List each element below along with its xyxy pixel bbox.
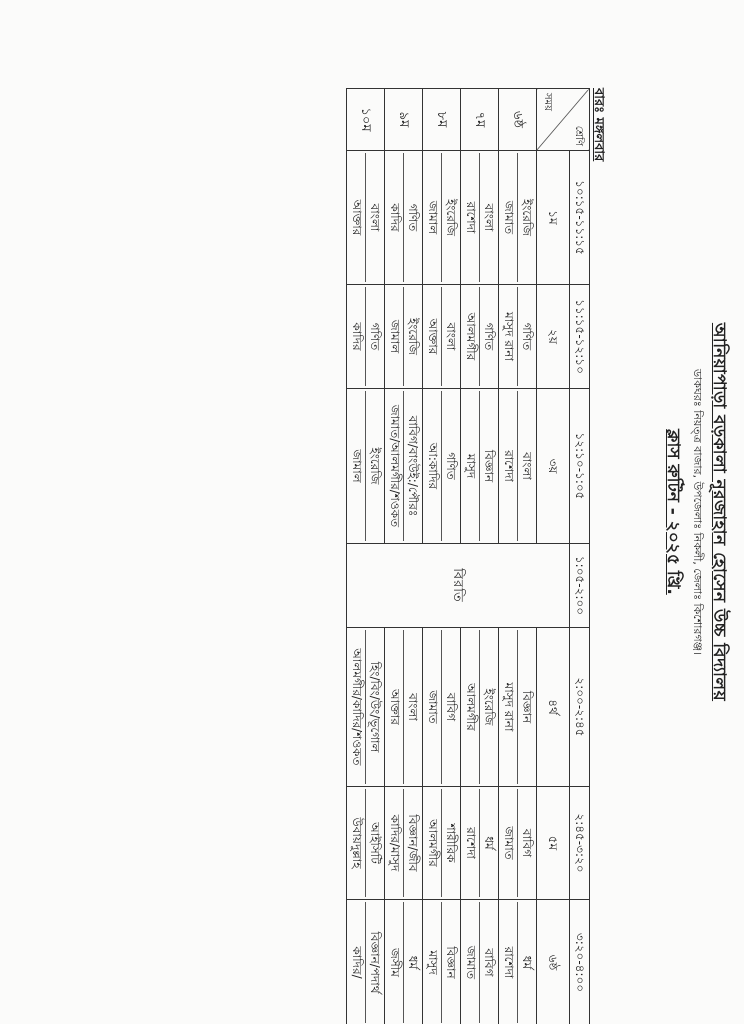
subject: ইংরেজি	[444, 199, 458, 236]
subject: বিজ্ঞান	[444, 946, 458, 979]
routine-cell	[461, 628, 499, 787]
routine-cell	[499, 285, 537, 389]
routine-cell	[347, 285, 385, 389]
routine-cell	[499, 787, 537, 900]
routine-cell	[423, 285, 461, 389]
teacher: আলমগীর/কাদির/শওকত	[348, 630, 366, 784]
teacher: রাশেদা	[462, 789, 480, 897]
period-header: ৬ষ্ঠ	[537, 900, 570, 1024]
subject: বিজ্ঞান	[482, 449, 496, 483]
routine-cell	[499, 151, 537, 285]
teacher: জামাত/আলমগীর/শওকত	[386, 391, 404, 541]
corner-class-label: শ্রেণি	[573, 125, 584, 146]
period-header: ৫ম	[537, 787, 570, 900]
routine-cell	[423, 151, 461, 285]
teacher: আক্তার	[424, 287, 442, 386]
class-label: ৭ম	[461, 89, 499, 151]
time-header: ২:০০-২:৪৫	[570, 628, 590, 787]
teacher: আক্তার	[386, 630, 404, 784]
teacher: আলমগীর	[462, 287, 480, 386]
period-header: ৪র্থ	[537, 628, 570, 787]
routine-title: ক্লাস রুটিন - ২০২৫ খ্রি.	[663, 429, 683, 595]
subject: ইংরেজি	[520, 199, 534, 236]
routine-cell	[461, 900, 499, 1024]
time-header: ২:৪৫-৩:২০	[570, 787, 590, 900]
teacher: জামাল	[386, 287, 404, 386]
routine-cell	[499, 628, 537, 787]
day-label: বারঃ মঙ্গলবার	[591, 88, 606, 162]
subject: হিং/বিং/উং/ভূগোল	[368, 661, 382, 753]
corner-time-label: সময়	[542, 93, 553, 112]
routine-cell	[385, 900, 423, 1024]
time-header-row	[570, 89, 590, 1024]
routine-cell	[461, 285, 499, 389]
school-address: ডাকঘরঃ নিয়ত্ত্র বাজার, উপজেলাঃ নিকলী, জেলাঃ কিশোরগঞ্জ।	[691, 369, 704, 655]
teacher: কাদির/মাসুদ	[386, 789, 404, 897]
subject: বাংলা	[520, 452, 534, 480]
subject: বাংলা	[368, 203, 382, 232]
subject: ধর্ম	[406, 955, 420, 970]
period-header: ১ম	[537, 151, 570, 285]
teacher: মাসুদ রানা	[500, 287, 518, 386]
teacher: আক্তার	[348, 153, 366, 282]
routine-cell	[347, 389, 385, 544]
subject: গণিত	[520, 322, 534, 351]
teacher: জামাত	[424, 630, 442, 784]
break-cell: বিরতি	[347, 544, 570, 628]
routine-cell	[385, 151, 423, 285]
teacher: মাসুদ	[424, 902, 442, 1023]
teacher: মাসুদ	[462, 391, 480, 541]
subject: বাবিগ	[520, 828, 534, 858]
subject: বিজ্ঞান/পদার্থ	[368, 931, 382, 994]
routine-cell	[423, 628, 461, 787]
time-header: ১০:১৫-১১:১৫	[570, 151, 590, 285]
class-label: ৯ম	[385, 89, 423, 151]
subject: বিজ্ঞান/জীব	[406, 814, 420, 872]
period-header-row	[537, 89, 570, 1024]
teacher: রাশেদা	[500, 902, 518, 1023]
subject: ধর্ম	[482, 836, 496, 850]
teacher: রাশেদা	[462, 153, 480, 282]
teacher: কাদির	[386, 153, 404, 282]
period-header: ২য়	[537, 285, 570, 389]
period-header: ৩য়	[537, 389, 570, 544]
subject: গণিত	[368, 322, 382, 351]
teacher: রাশেদা	[500, 391, 518, 541]
teacher: মাসুদ রানা	[500, 630, 518, 784]
teacher: আলমগীর	[462, 630, 480, 784]
subject: বিজ্ঞান	[520, 690, 534, 724]
routine-cell	[499, 389, 537, 544]
class-routine-table	[346, 88, 590, 1024]
routine-cell	[347, 787, 385, 900]
subject: বাবিগ	[444, 692, 458, 722]
time-header: ১১:১৫-১২:১০	[570, 285, 590, 389]
subject: আইসিটি	[368, 822, 382, 864]
subject: ইংরেজি	[406, 318, 420, 355]
routine-cell	[347, 900, 385, 1024]
subject: শারীরিক	[444, 823, 458, 863]
time-header: ১২:১০-১:০৫	[570, 389, 590, 544]
teacher: জামাত	[500, 153, 518, 282]
subject: ইংরেজি	[368, 447, 382, 485]
class-label: ৬ষ্ঠ	[499, 89, 537, 151]
time-header: ৩:২০-৪:০০	[570, 900, 590, 1024]
subject: ধর্ম	[520, 955, 534, 970]
corner-cell	[537, 89, 590, 151]
teacher: কাদির/	[348, 902, 366, 1023]
class-label: ১০ম	[347, 89, 385, 151]
teacher: জামাল	[348, 391, 366, 541]
subject: গণিত	[406, 203, 420, 232]
routine-cell	[461, 151, 499, 285]
routine-cell	[347, 628, 385, 787]
routine-cell	[423, 389, 461, 544]
class-label: ৮ম	[423, 89, 461, 151]
subject: বাংলা	[406, 693, 420, 721]
routine-cell	[385, 285, 423, 389]
routine-cell	[423, 787, 461, 900]
routine-cell	[347, 151, 385, 285]
routine-cell	[423, 900, 461, 1024]
routine-cell	[499, 900, 537, 1024]
subject: গণিত	[444, 452, 458, 480]
teacher: জসীম	[386, 902, 404, 1023]
subject: বাবিগ	[482, 948, 496, 977]
routine-cell	[385, 787, 423, 900]
subject: বাবিগ/বাংউই:/পৌরঃ	[406, 415, 420, 517]
teacher: জামাত	[500, 789, 518, 897]
teacher: জামাত	[462, 902, 480, 1023]
teacher: আলমগীর	[424, 789, 442, 897]
teacher: আ:কাদির	[424, 391, 442, 541]
routine-cell	[461, 787, 499, 900]
routine-cell	[461, 389, 499, 544]
time-header: ১:০৫-২:০০	[570, 544, 590, 628]
teacher: জামাল	[424, 153, 442, 282]
teacher: কাদির	[348, 287, 366, 386]
routine-cell	[385, 389, 423, 544]
subject: বাংলা	[444, 322, 458, 351]
routine-cell	[385, 628, 423, 787]
teacher: উবায়দুল্লাহ	[348, 789, 366, 897]
school-name: আনিয়াপাড়া বড়কালা নূরজাহান হোসেন উচ্চ বিদ্যালয়	[709, 322, 729, 702]
subject: ইংরেজি	[482, 688, 496, 726]
subject: বাংলা	[482, 203, 496, 232]
subject: গণিত	[482, 322, 496, 351]
